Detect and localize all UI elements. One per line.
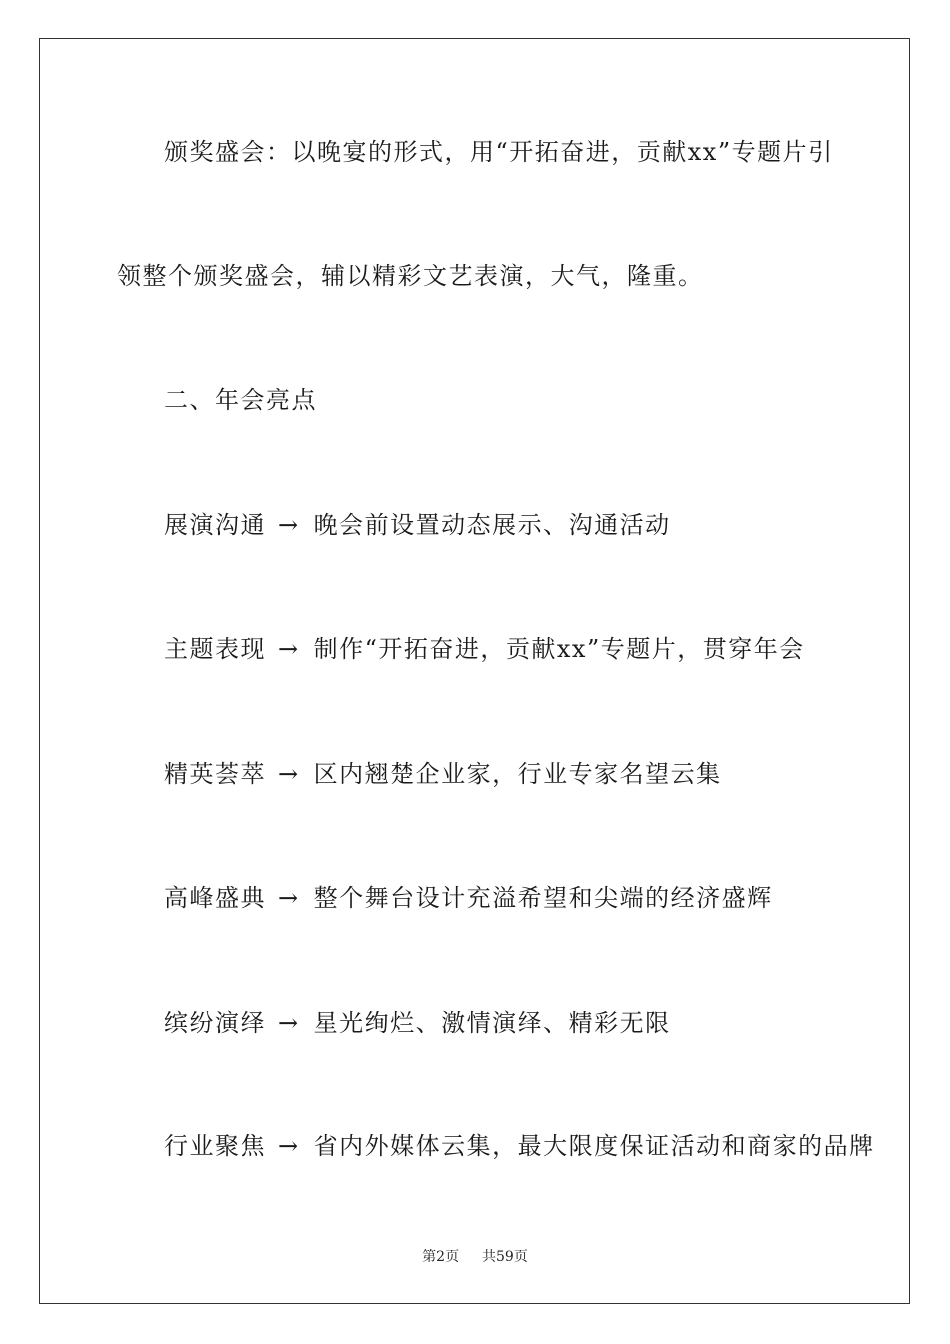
highlight-text: 区内翘楚企业家，行业专家名望云集: [313, 760, 722, 788]
section-heading: 二、年会亮点: [164, 386, 317, 414]
highlight-label: 缤纷演绎: [164, 1009, 266, 1037]
highlight-text: 制作“开拓奋进，贡献xx”专题片，贯穿年会: [313, 635, 805, 663]
arrow-right-icon: →: [278, 635, 300, 663]
highlight-item: [164, 1008, 671, 1038]
highlight-text: 晚会前设置动态展示、沟通活动: [313, 511, 671, 539]
page-number-current: 第2页: [422, 1249, 460, 1265]
paragraph-line: 颁奖盛会：以晚宴的形式，用“开拓奋进，贡献xx”专题片引: [164, 138, 834, 166]
highlight-text: 省内外媒体云集，最大限度保证活动和商家的品牌: [313, 1132, 875, 1160]
highlight-label: 精英荟萃: [164, 760, 266, 788]
page-border: [39, 38, 910, 1304]
highlight-label: 主题表现: [164, 635, 266, 663]
highlight-item: [164, 759, 722, 789]
highlight-label: 高峰盛典: [164, 884, 266, 912]
arrow-right-icon: →: [278, 511, 300, 539]
arrow-right-icon: →: [278, 884, 300, 912]
highlight-label: 展演沟通: [164, 511, 266, 539]
paragraph-line: 领整个颁奖盛会，辅以精彩文艺表演，大气，隆重。: [117, 262, 704, 290]
page-number-total: 共59页: [482, 1249, 528, 1265]
highlight-text: 星光绚烂、激情演绎、精彩无限: [313, 1009, 671, 1037]
highlight-item: [164, 510, 671, 540]
highlight-label: 行业聚焦: [164, 1132, 266, 1160]
arrow-right-icon: →: [278, 760, 300, 788]
highlight-item: [164, 1131, 875, 1161]
page-footer: [0, 1248, 950, 1266]
highlight-item: [164, 634, 805, 664]
arrow-right-icon: →: [278, 1009, 300, 1037]
arrow-right-icon: →: [278, 1132, 300, 1160]
highlight-text: 整个舞台设计充溢希望和尖端的经济盛辉: [313, 884, 773, 912]
highlight-item: [164, 883, 773, 913]
